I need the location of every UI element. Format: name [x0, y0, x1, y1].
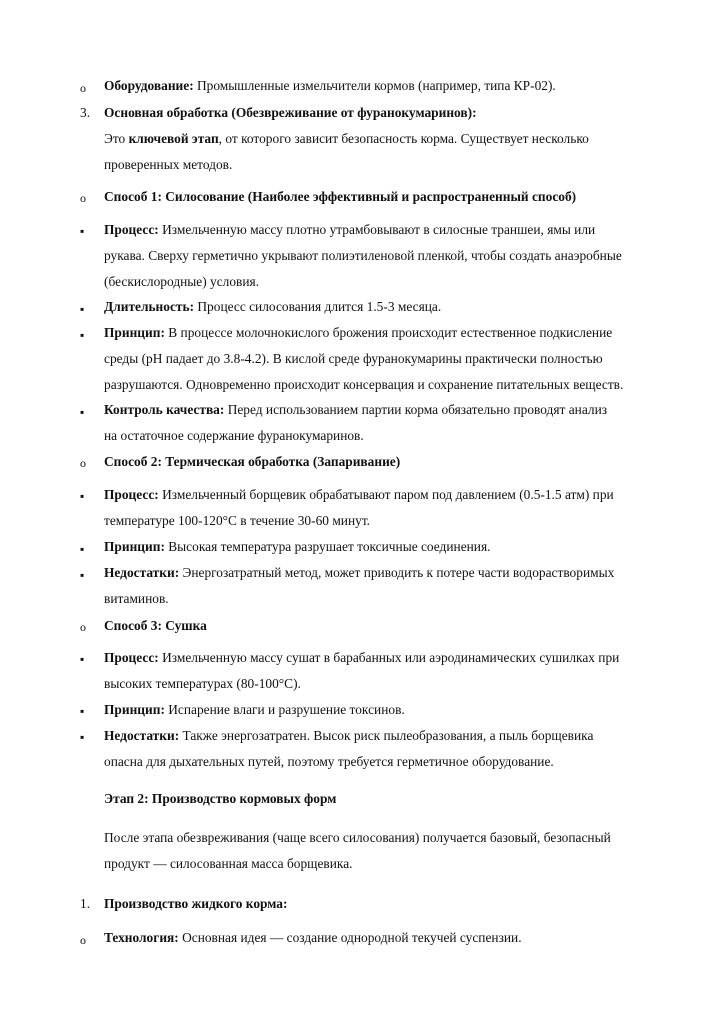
liquid-feed-title: Производство жидкого корма:	[104, 896, 288, 911]
square-bullet: ▪	[80, 405, 85, 419]
method3-process-cont: высоких температурах (80-100°C).	[104, 676, 301, 691]
method1-principle: Принцип: В процессе молочнокислого брожения происходит естественное подкисление	[104, 325, 613, 340]
method1-duration: Длительность: Процесс силосования длится 1.5-3 месяца.	[104, 299, 442, 314]
method1-process-cont: рукава. Сверху герметично укрывают полиэтиленовой пленкой, чтобы создать анаэробные	[104, 248, 622, 263]
square-bullet: ▪	[80, 489, 85, 503]
method2-process-cont: температуре 100-120°C в течение 30-60 минут.	[104, 513, 371, 528]
method2-cons: Недостатки: Энергозатратный метод, может приводить к потере части водорастворимых	[104, 565, 615, 580]
list-number: 3.	[80, 105, 91, 120]
equipment-label: Оборудование:	[104, 78, 194, 93]
square-bullet: ▪	[80, 224, 85, 238]
circle-bullet: o	[80, 620, 86, 634]
square-bullet: ▪	[80, 704, 85, 718]
key-stage-emphasis: ключевой этап	[128, 131, 219, 146]
circle-bullet: o	[80, 933, 86, 947]
method2-process: Процесс: Измельченный борщевик обрабатывают паром под давлением (0.5-1.5 атм) при	[104, 487, 614, 502]
liquid-feed-technology: Технология: Основная идея — создание однородной текучей суспензии.	[104, 930, 522, 945]
square-bullet: ▪	[80, 730, 85, 744]
circle-bullet: o	[80, 456, 86, 470]
method1-principle-cont: среды (pH падает до 3.8-4.2). В кислой среде фуранокумарины практически полностью	[104, 351, 603, 366]
method2-cons-cont: витаминов.	[104, 591, 169, 606]
stage2-paragraph: После этапа обезвреживания (чаще всего силосования) получается базовый, безопасный	[104, 830, 611, 845]
square-bullet: ▪	[80, 302, 85, 316]
square-bullet: ▪	[80, 652, 85, 666]
square-bullet: ▪	[80, 328, 85, 342]
method1-principle-cont2: разрушаются. Одновременно происходит консервация и сохранение питательных веществ.	[104, 377, 624, 392]
method1-title: Способ 1: Силосование (Наиболее эффективный и распространенный способ)	[104, 189, 577, 204]
method1-process: Процесс: Измельченную массу плотно утрамбовывают в силосные траншеи, ямы или	[104, 222, 596, 237]
main-processing-title: Основная обработка (Обезвреживание от фуранокумаринов):	[104, 105, 477, 120]
method1-process-cont2: (бескислородные) условия.	[104, 274, 260, 289]
main-processing-intro-cont: проверенных методов.	[104, 157, 233, 172]
square-bullet: ▪	[80, 542, 85, 556]
method2-principle: Принцип: Высокая температура разрушает токсичные соединения.	[104, 539, 491, 554]
method3-title: Способ 3: Сушка	[104, 618, 207, 633]
equipment-line	[104, 78, 556, 94]
equipment-text: Промышленные измельчители кормов (например, типа КР-02).	[193, 78, 556, 93]
stage2-paragraph-cont: продукт — силосованная масса борщевика.	[104, 856, 353, 871]
method1-quality-cont: на остаточное содержание фуранокумаринов.	[104, 428, 364, 443]
method3-cons: Недостатки: Также энергозатратен. Высок риск пылеобразования, а пыль борщевика	[104, 728, 594, 743]
circle-bullet: o	[80, 81, 86, 95]
list-number: 1.	[80, 896, 91, 911]
method2-title: Способ 2: Термическая обработка (Запаривание)	[104, 454, 401, 469]
main-processing-intro: Это ключевой этап, от которого зависит безопасность корма. Существует несколько	[104, 131, 589, 146]
method3-cons-cont: опасна для дыхательных путей, поэтому требуется герметичное оборудование.	[104, 754, 554, 769]
square-bullet: ▪	[80, 568, 85, 582]
method1-quality: Контроль качества: Перед использованием партии корма обязательно проводят анализ	[104, 402, 608, 417]
method3-process: Процесс: Измельченную массу сушат в барабанных или аэродинамических сушилках при	[104, 650, 620, 665]
circle-bullet: o	[80, 191, 86, 205]
stage2-heading: Этап 2: Производство кормовых форм	[104, 791, 337, 806]
method3-principle: Принцип: Испарение влаги и разрушение токсинов.	[104, 702, 405, 717]
